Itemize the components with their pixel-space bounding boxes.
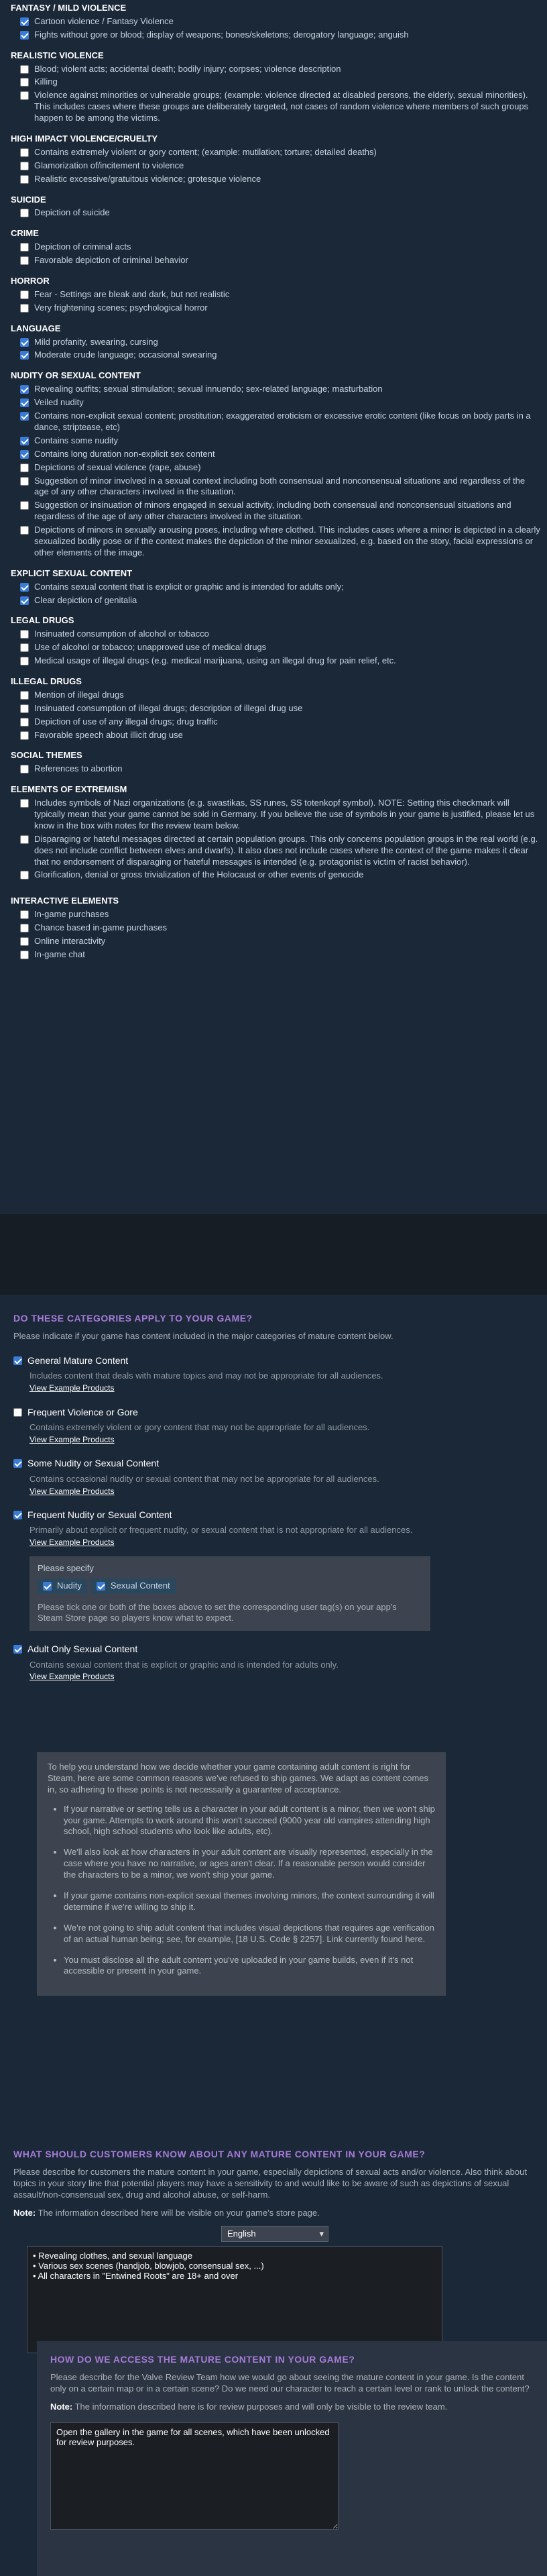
descriptor-label: Glorification, denial or gross trivialization of the Holocaust or other events of genocide	[34, 869, 364, 880]
descriptor-label: Depiction of criminal acts	[34, 241, 131, 252]
info-bullet: • If your game contains non-explicit sexual themes involving minors, the context surrounding it will determine if we're willing to ship it.	[64, 1890, 435, 1913]
descriptor-item[interactable]	[20, 642, 540, 653]
customers-heading: WHAT SHOULD CUSTOMERS KNOW ABOUT ANY MATURE CONTENT IN YOUR GAME?	[13, 2149, 426, 2159]
descriptor-item[interactable]	[20, 411, 540, 433]
specify-chips	[38, 1574, 422, 1594]
checkbox-checked[interactable]	[20, 412, 29, 421]
checkbox-unchecked[interactable]	[20, 910, 29, 919]
descriptor-label: Includes symbols of Nazi organizations (e.g. swastikas, SS runes, SS totenkopf symbol). NOTE: Setting this checkmark will typically mean that your game cannot be sold in Germany. If you believe the use of symbols in your game is justified, please let us know in the box with notes for the review team below.	[34, 798, 535, 830]
checkbox-checked[interactable]	[13, 1511, 22, 1519]
checkbox-checked[interactable]	[20, 31, 29, 40]
access-note-text: The information described here is for review purposes and will only be visible to the review team.	[74, 2401, 448, 2412]
category-label: Frequent Violence or Gore	[27, 1406, 138, 1417]
descriptor-section	[11, 50, 540, 124]
language-select-wrap	[221, 2226, 534, 2242]
section-title: SUICIDE	[11, 194, 46, 205]
access-heading: HOW DO WE ACCESS THE MATURE CONTENT IN YOUR GAME?	[50, 2354, 355, 2365]
descriptor-item[interactable]	[20, 798, 540, 832]
descriptor-label: Contains extremely violent or gory content; (example: mutilation; torture; detailed deaths)	[34, 146, 377, 157]
checkbox-unchecked[interactable]	[20, 162, 29, 170]
descriptor-label: Violence against minorities or vulnerable groups; (example: violence directed at disabled persons, the elderly, sexual minorities). This includes cases where these groups are deliberately targeted, not cases of random violence where members of such groups happen to be among the victims.	[34, 90, 529, 123]
info-bullets	[48, 1804, 435, 1978]
descriptor-item[interactable]	[20, 435, 540, 447]
descriptor-label: Depiction of use of any illegal drugs; drug traffic	[34, 716, 218, 727]
category-item	[13, 1643, 530, 1682]
checkbox-unchecked[interactable]	[20, 477, 29, 486]
category-description: Includes content that deals with mature topics and may not be appropriate for all audiences.	[29, 1371, 383, 1381]
checkbox-checked[interactable]	[20, 450, 29, 459]
access-note	[50, 2402, 534, 2413]
descriptor-label: Favorable speech about illicit drug use	[34, 729, 183, 740]
category-list	[13, 1354, 530, 1682]
category-description: Contains occasional nudity or sexual content that may not be appropriate for all audiences.	[29, 1473, 379, 1484]
descriptor-label: Blood; violent acts; accidental death; bodily injury; corpses; violence description	[34, 63, 341, 74]
category-item	[13, 1509, 530, 1631]
specify-title: Please specify	[38, 1562, 94, 1573]
checkbox-unchecked[interactable]	[20, 304, 29, 313]
descriptor-item[interactable]	[20, 160, 540, 172]
descriptor-section	[11, 896, 540, 960]
descriptor-section	[11, 195, 540, 219]
checkbox-unchecked[interactable]	[20, 501, 29, 510]
descriptor-item[interactable]	[20, 350, 540, 361]
descriptor-item[interactable]	[20, 76, 540, 88]
category-row[interactable]	[13, 1643, 530, 1655]
descriptor-section	[11, 615, 540, 667]
descriptor-item[interactable]	[20, 174, 540, 185]
section-title: EXPLICIT SEXUAL CONTENT	[11, 568, 133, 578]
descriptor-label: In-game purchases	[34, 909, 109, 920]
checkbox-unchecked[interactable]	[20, 290, 29, 299]
descriptor-label: Mention of illegal drugs	[34, 689, 124, 700]
checkbox-unchecked[interactable]	[20, 175, 29, 184]
section-title: ELEMENTS OF EXTREMISM	[11, 784, 127, 795]
descriptor-item[interactable]	[20, 303, 540, 314]
category-description: Contains sexual content that is explicit or graphic and is intended for adults only.	[29, 1659, 339, 1670]
descriptor-section	[11, 784, 540, 881]
category-item	[13, 1457, 530, 1497]
checkbox-checked[interactable]	[13, 1356, 22, 1365]
checkbox-checked[interactable]	[20, 351, 29, 360]
checkbox-unchecked[interactable]	[20, 256, 29, 265]
checkbox-checked[interactable]	[20, 437, 29, 445]
section-title: LANGUAGE	[11, 323, 61, 333]
descriptor-label: Favorable depiction of criminal behavior	[34, 255, 188, 266]
checkbox-checked[interactable]	[20, 596, 29, 605]
checkbox-checked[interactable]	[20, 583, 29, 592]
descriptor-item[interactable]	[20, 64, 540, 75]
access-body: Please describe for the Valve Review Team how we would go about seeing the mature content in your game. Is the content only on a certain map or in a certain scene? Do we need our character to reach a certain level or rank to unlock the content?	[50, 2372, 530, 2394]
customers-note-label: Note:	[13, 2207, 36, 2218]
descriptor-label: Fear - Settings are bleak and dark, but not realistic	[34, 288, 230, 299]
checkbox-unchecked[interactable]	[20, 657, 29, 665]
info-bullet: • We'll also look at how characters in your adult content are visually represented, especially in the case where you have no narrative, or ages aren't clear. If a reasonable person would consider the characters to be a minor, we won't ship your game.	[64, 1847, 435, 1881]
descriptor-item[interactable]	[20, 30, 540, 41]
checkbox-unchecked[interactable]	[20, 209, 29, 217]
descriptor-sections	[0, 0, 540, 961]
descriptor-item[interactable]	[20, 16, 540, 28]
descriptor-label: Chance based in-game purchases	[34, 922, 168, 933]
checkbox-unchecked[interactable]	[20, 924, 29, 932]
descriptor-item[interactable]	[20, 582, 540, 593]
categories-heading: DO THESE CATEGORIES APPLY TO YOUR GAME?	[13, 1313, 253, 1324]
category-label: Frequent Nudity or Sexual Content	[27, 1509, 172, 1521]
descriptor-item[interactable]	[20, 90, 540, 124]
checkbox-unchecked[interactable]	[20, 65, 29, 74]
checkbox-unchecked[interactable]	[20, 148, 29, 157]
category-item	[13, 1406, 530, 1446]
category-description: Contains extremely violent or gory content that may not be appropriate for all audiences.	[29, 1421, 370, 1432]
descriptor-label: Revealing outfits; sexual stimulation; sexual innuendo; sex-related language; masturbation	[34, 384, 383, 394]
descriptor-label: Contains some nudity	[34, 435, 119, 445]
section-title: CRIME	[11, 228, 39, 239]
specify-box	[29, 1556, 430, 1631]
descriptor-section	[11, 750, 540, 775]
checkbox-unchecked[interactable]	[20, 765, 29, 773]
descriptor-item[interactable]	[20, 936, 540, 947]
checkbox-unchecked[interactable]	[20, 799, 29, 808]
checkbox-unchecked[interactable]	[20, 951, 29, 959]
category-label: General Mature Content	[27, 1355, 129, 1366]
descriptor-label: Contains sexual content that is explicit or graphic and is intended for adults only;	[34, 581, 344, 592]
descriptor-section	[11, 228, 540, 266]
descriptor-item[interactable]	[20, 476, 540, 498]
customers-body: Please describe for customers the mature content in your game, especially depictions of sexual acts and/or violence. Also think about topics in your story line that potential players may have a sensitivity to and would like to be aware of such as depictions of sexual assault/non-consensual sex, drug and alcohol abuse, or self-harm.	[13, 2167, 527, 2200]
descriptor-label: Disparaging or hateful messages directed at certain population groups. This only concerns population groups in the real world (e.g. does not include conflict between elves and dwarfs). It also does not include cases where the context of the game makes it clear that no endorsement of disparaging or hateful messages is intended (e.g. protagonist is victim of racist behavior).	[34, 833, 538, 867]
section-title: LEGAL DRUGS	[11, 615, 74, 626]
checkbox-checked[interactable]	[97, 1582, 105, 1591]
descriptor-item[interactable]	[20, 869, 540, 881]
descriptor-label: Very frightening scenes; psychological horror	[34, 302, 208, 313]
checkbox-unchecked[interactable]	[20, 526, 29, 535]
descriptor-label: Medical usage of illegal drugs (e.g. medical marijuana, using an illegal drug for pain relief, etc.	[34, 655, 396, 666]
customers-block	[13, 2148, 534, 2357]
descriptor-item[interactable]	[20, 207, 540, 219]
descriptor-label: In-game chat	[34, 949, 85, 959]
checkbox-unchecked[interactable]	[20, 643, 29, 652]
descriptor-item[interactable]	[20, 241, 540, 253]
checkbox-checked[interactable]	[20, 17, 29, 26]
descriptor-item[interactable]	[20, 629, 540, 640]
access-note-label: Note:	[50, 2401, 73, 2412]
content-descriptors-panel	[0, 0, 547, 1214]
info-bullet: • If your narrative or setting tells us a character in your adult content is a minor, then we won't ship your game. Attempts to work around this won't succeed (9000 year old vampires attending high school, high school students who look like adults, etc).	[64, 1804, 435, 1838]
section-title: HIGH IMPACT VIOLENCE/CRUELTY	[11, 133, 158, 144]
descriptor-item[interactable]	[20, 655, 540, 667]
descriptor-item[interactable]	[20, 337, 540, 348]
descriptor-section	[11, 568, 540, 606]
category-row[interactable]	[13, 1509, 530, 1521]
descriptor-label: Moderate crude language; occasional swearing	[34, 350, 217, 360]
info-bullet: • We're not going to ship adult content that includes visual depictions that requires age verification of an actual human being; see, for example, [18 U.S. Code § 2257]. Link currently found here.	[64, 1923, 435, 1945]
customers-note	[13, 2208, 534, 2219]
checkbox-unchecked[interactable]	[20, 704, 29, 713]
descriptor-item[interactable]	[20, 703, 540, 714]
descriptor-label: Killing	[34, 76, 58, 87]
descriptor-item[interactable]	[20, 834, 540, 868]
specify-chip[interactable]	[38, 1578, 87, 1594]
specify-chip[interactable]	[91, 1578, 176, 1594]
descriptor-item[interactable]	[20, 595, 540, 606]
descriptor-section	[11, 3, 540, 41]
language-select[interactable]: English ▾	[221, 2226, 328, 2242]
descriptor-section	[11, 133, 540, 185]
descriptor-label: Clear depiction of genitalia	[34, 594, 137, 605]
descriptor-item[interactable]	[20, 384, 540, 395]
specify-chip-label: Sexual Content	[110, 1580, 170, 1591]
descriptor-item[interactable]	[20, 289, 540, 301]
checkbox-unchecked[interactable]	[20, 464, 29, 472]
descriptor-item[interactable]	[20, 730, 540, 741]
section-title: NUDITY OR SEXUAL CONTENT	[11, 370, 141, 381]
descriptor-label: Suggestion or insinuation of minors engaged in sexual activity, including both consensual and nonconsensual situations and regardless of the age of any other characters involved in the situation.	[34, 500, 511, 522]
access-textarea[interactable]	[50, 2422, 339, 2530]
checkbox-unchecked[interactable]	[20, 243, 29, 252]
checkbox-unchecked[interactable]	[20, 630, 29, 639]
descriptor-label: Contains non-explicit sexual content; prostitution; exaggerated eroticism or excessive erotic content (like focus on body parts in a dance, striptease, etc)	[34, 411, 531, 432]
descriptor-item[interactable]	[20, 525, 540, 559]
descriptor-label: Insinuated consumption of illegal drugs; description of illegal drug use	[34, 702, 303, 713]
section-title: REALISTIC VIOLENCE	[11, 50, 104, 60]
checkbox-unchecked[interactable]	[20, 91, 29, 100]
checkbox-unchecked[interactable]	[20, 691, 29, 700]
descriptor-label: Use of alcohol or tobacco; unapproved use of medical drugs	[34, 642, 267, 653]
descriptor-label: Depiction of suicide	[34, 207, 110, 218]
mature-categories-panel	[0, 1295, 547, 2576]
checkbox-unchecked[interactable]	[20, 937, 29, 946]
descriptor-item[interactable]	[20, 462, 540, 474]
descriptor-label: Suggestion of minor involved in a sexual context including both consensual and nonconsensual situations and regardless of the age of any other characters involved in the situation.	[34, 475, 526, 497]
checkbox-checked[interactable]	[20, 398, 29, 407]
info-bullet: • You must disclose all the adult content you've uploaded in your game builds, even if it's not accessible or present in your game.	[64, 1955, 435, 1978]
descriptor-label: Mild profanity, swearing, cursing	[34, 336, 158, 347]
adult-content-info-box	[37, 1752, 446, 1996]
specify-chip-label: Nudity	[57, 1580, 82, 1591]
view-example-products-link[interactable]: View Example Products	[29, 1383, 115, 1393]
view-example-products-link[interactable]: View Example Products	[29, 1538, 115, 1548]
category-row[interactable]	[13, 1354, 530, 1366]
descriptor-label: Depictions of minors in sexually arousing poses, including where clothed. This includes cases where a minor is depicted in a clearly sexualized bodily pose or if the context makes the depiction of the minor sexualized, e.g. based on the story, facial expressions or other elements of the image.	[34, 525, 540, 557]
checkbox-unchecked[interactable]	[20, 718, 29, 727]
descriptor-item[interactable]	[20, 716, 540, 728]
checkbox-unchecked[interactable]	[20, 835, 29, 844]
checkbox-checked[interactable]	[20, 338, 29, 347]
descriptor-section	[11, 323, 540, 362]
category-label: Some Nudity or Sexual Content	[27, 1458, 160, 1469]
descriptor-item[interactable]	[20, 690, 540, 701]
descriptor-item[interactable]	[20, 147, 540, 158]
descriptor-section	[11, 676, 540, 741]
descriptor-label: Online interactivity	[34, 936, 106, 946]
descriptor-label: References to abortion	[34, 763, 123, 774]
specify-note: Please tick one or both of the boxes above to set the corresponding user tag(s) on your app's Steam Store page so players know what to expect.	[38, 1601, 397, 1623]
access-block	[37, 2341, 547, 2533]
category-item	[13, 1354, 530, 1394]
descriptor-item[interactable]	[20, 763, 540, 775]
checkbox-checked[interactable]	[13, 1459, 22, 1468]
view-example-products-link[interactable]: View Example Products	[29, 1672, 115, 1682]
descriptor-item[interactable]	[20, 500, 540, 523]
checkbox-unchecked[interactable]	[20, 78, 29, 87]
category-row[interactable]	[13, 1406, 530, 1418]
customers-textarea[interactable]	[27, 2246, 442, 2353]
descriptor-item[interactable]	[20, 909, 540, 920]
section-divider	[0, 1214, 547, 1295]
descriptor-label: Cartoon violence / Fantasy Violence	[34, 15, 174, 26]
view-example-products-link[interactable]: View Example Products	[29, 1486, 115, 1496]
descriptor-label: Fights without gore or blood; display of weapons; bones/skeletons; derogatory language; anguish	[34, 29, 409, 40]
view-example-products-link[interactable]: View Example Products	[29, 1434, 115, 1444]
categories-block	[0, 1295, 530, 1682]
descriptor-item[interactable]	[20, 949, 540, 961]
info-intro: To help you understand how we decide whether your game containing adult content is right for Steam, here are some common reasons we've refused to ship games. We adapt as content comes in, so adhering to these points is not necessarily a guarantee of acceptance.	[48, 1762, 429, 1794]
descriptor-item[interactable]	[20, 449, 540, 460]
section-title: INTERACTIVE ELEMENTS	[11, 896, 119, 906]
descriptor-label: Realistic excessive/gratuitous violence; grotesque violence	[34, 173, 261, 184]
descriptor-label: Depictions of sexual violence (rape, abuse)	[34, 462, 201, 472]
descriptor-section	[11, 370, 540, 558]
descriptor-label: Glamorization of/incitement to violence	[34, 160, 184, 170]
descriptor-item[interactable]	[20, 255, 540, 266]
descriptor-label: Veiled nudity	[34, 397, 84, 408]
category-row[interactable]	[13, 1457, 530, 1469]
section-title: SOCIAL THEMES	[11, 750, 82, 761]
checkbox-unchecked[interactable]	[13, 1408, 22, 1417]
access-panel	[37, 2341, 547, 2576]
section-title: HORROR	[11, 276, 50, 286]
checkbox-checked[interactable]	[13, 1645, 22, 1654]
customers-note-text: The information described here will be visible on your game's store page.	[38, 2207, 320, 2218]
checkbox-checked[interactable]	[43, 1582, 52, 1591]
categories-intro: Please indicate if your game has content included in the major categories of mature content below.	[13, 1331, 393, 1342]
descriptor-item[interactable]	[20, 922, 540, 934]
descriptor-label: Contains long duration non-explicit sex content	[34, 448, 215, 459]
checkbox-unchecked[interactable]	[20, 731, 29, 740]
descriptor-section	[11, 276, 540, 314]
checkbox-unchecked[interactable]	[20, 871, 29, 879]
category-description: Primarily about explicit or frequent nudity, or sexual content that is not appropriate for all audiences.	[29, 1525, 413, 1536]
category-label: Adult Only Sexual Content	[27, 1644, 138, 1655]
descriptor-item[interactable]	[20, 397, 540, 409]
section-title: ILLEGAL DRUGS	[11, 676, 82, 686]
descriptor-label: Insinuated consumption of alcohol or tobacco	[34, 629, 209, 639]
checkbox-checked[interactable]	[20, 385, 29, 394]
section-title: FANTASY / MILD VIOLENCE	[11, 3, 127, 13]
